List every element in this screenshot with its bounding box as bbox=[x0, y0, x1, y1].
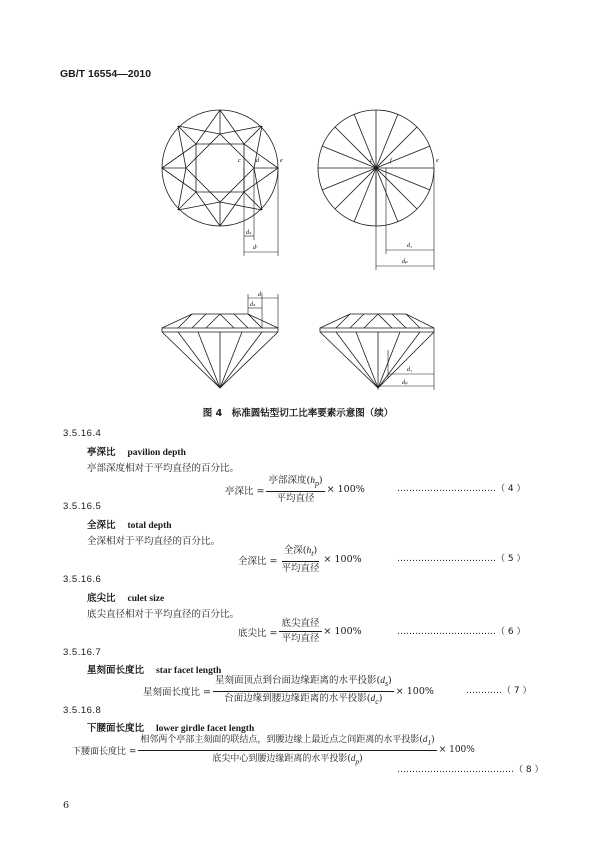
section-number: 3.5.16.8 bbox=[63, 705, 102, 716]
label-c-pavilion: c bbox=[370, 158, 373, 164]
numerator: 全深$(h_t)$ bbox=[282, 545, 319, 562]
section-number: 3.5.16.4 bbox=[63, 428, 102, 439]
term bbox=[87, 444, 186, 458]
formula-lhs: 星刻面长度比 = bbox=[143, 687, 211, 699]
label-ds-side: dₛ bbox=[250, 302, 256, 308]
numerator: 底尖直径 bbox=[279, 618, 321, 632]
numerator: 相邻两个亭部主刻面的联结点，到腰边缘上最近点之间距离的水平投影$(d_1)$ bbox=[138, 733, 436, 751]
definition: 全深相对于平均直径的百分比。 bbox=[87, 536, 221, 547]
term bbox=[87, 590, 164, 604]
page-number: 6 bbox=[63, 800, 70, 811]
formula bbox=[225, 475, 365, 505]
fraction bbox=[266, 475, 324, 505]
standard-code: GB/T 16554—2010 bbox=[60, 68, 152, 80]
times-100: × 100% bbox=[395, 685, 434, 697]
term-en: pavilion depth bbox=[127, 448, 186, 458]
label-d: d bbox=[256, 158, 259, 164]
term-zh: 亭深比 bbox=[87, 447, 116, 458]
formula bbox=[238, 545, 362, 575]
label-f: f bbox=[390, 158, 392, 164]
section-number: 3.5.16.5 bbox=[63, 501, 102, 512]
numerator: 亭部深度$(h_p)$ bbox=[266, 475, 324, 492]
equation-number: ……………………………（ 6 ） bbox=[397, 627, 526, 637]
term bbox=[87, 517, 172, 531]
term bbox=[87, 720, 254, 734]
label-dp: dₚ bbox=[402, 259, 408, 265]
formula-lhs: 底尖比 = bbox=[238, 627, 278, 639]
label-d1-side: d₁ bbox=[407, 367, 413, 373]
formula-lhs: 亭深比 = bbox=[225, 485, 265, 497]
fraction bbox=[138, 733, 436, 768]
definition: 亭部深度相对于平均直径的百分比。 bbox=[87, 463, 240, 474]
term-zh: 全深比 bbox=[87, 520, 116, 531]
formula bbox=[238, 618, 362, 645]
fraction bbox=[279, 618, 321, 645]
times-100: × 100% bbox=[326, 484, 365, 496]
denominator: 平均直径 bbox=[281, 562, 320, 574]
term-en: lower girdle facet length bbox=[156, 724, 255, 734]
term bbox=[87, 662, 221, 676]
label-d1: d₁ bbox=[407, 243, 413, 249]
diagram-pavilion-top-view bbox=[312, 108, 452, 273]
times-100: × 100% bbox=[438, 745, 475, 756]
equation-number: …………（ 7 ） bbox=[466, 686, 532, 696]
label-dp-side: dₚ bbox=[402, 380, 408, 386]
formula-lhs: 下腰面长度比 = bbox=[72, 746, 137, 757]
label-dc: dᶜ bbox=[253, 245, 258, 251]
denominator: 平均直径 bbox=[276, 492, 315, 504]
label-e: e bbox=[280, 158, 283, 164]
label-e-pavilion: e bbox=[436, 158, 439, 164]
section-number: 3.5.16.6 bbox=[63, 574, 102, 585]
definition: 底尖直径相对于平均直径的百分比。 bbox=[87, 609, 240, 620]
formula-lhs: 全深比 = bbox=[238, 555, 278, 567]
term-zh: 下腰面长度比 bbox=[87, 723, 145, 734]
fraction bbox=[279, 545, 321, 575]
formula bbox=[143, 675, 434, 708]
term-zh: 星刻面长度比 bbox=[87, 665, 145, 676]
fraction bbox=[213, 675, 394, 708]
diagram-crown-top-view bbox=[150, 108, 290, 258]
denominator: 台面边缘到腰边缘距离的水平投影$(d_c)$ bbox=[224, 692, 383, 706]
denominator: 平均直径 bbox=[281, 633, 320, 644]
term-en: culet size bbox=[127, 594, 165, 604]
numerator: 星刻面顶点到台面边缘距离的水平投影$(d_s)$ bbox=[213, 675, 394, 692]
diagram-side-view-left bbox=[150, 290, 290, 390]
times-100: × 100% bbox=[323, 554, 362, 566]
label-ds: dₛ bbox=[246, 230, 252, 236]
times-100: × 100% bbox=[323, 626, 362, 637]
term-en: total depth bbox=[127, 521, 172, 531]
equation-number: ……………………………（ 4 ） bbox=[397, 484, 526, 494]
label-dc-side: dᶜ bbox=[258, 292, 263, 298]
term-en: star facet length bbox=[156, 666, 222, 676]
label-c: c bbox=[238, 158, 241, 164]
term-zh: 底尖比 bbox=[87, 593, 116, 604]
equation-number: …………………………………（ 8 ） bbox=[397, 765, 544, 775]
section-number: 3.5.16.7 bbox=[63, 647, 102, 658]
denominator: 底尖中心到腰边缘距离的水平投影$(d_p)$ bbox=[212, 752, 363, 766]
figure-caption: 图 4 标准圆钻型切工比率要素示意图（续） bbox=[202, 408, 394, 419]
diagram-side-view-right bbox=[312, 290, 452, 390]
equation-number: ……………………………（ 5 ） bbox=[397, 554, 526, 564]
